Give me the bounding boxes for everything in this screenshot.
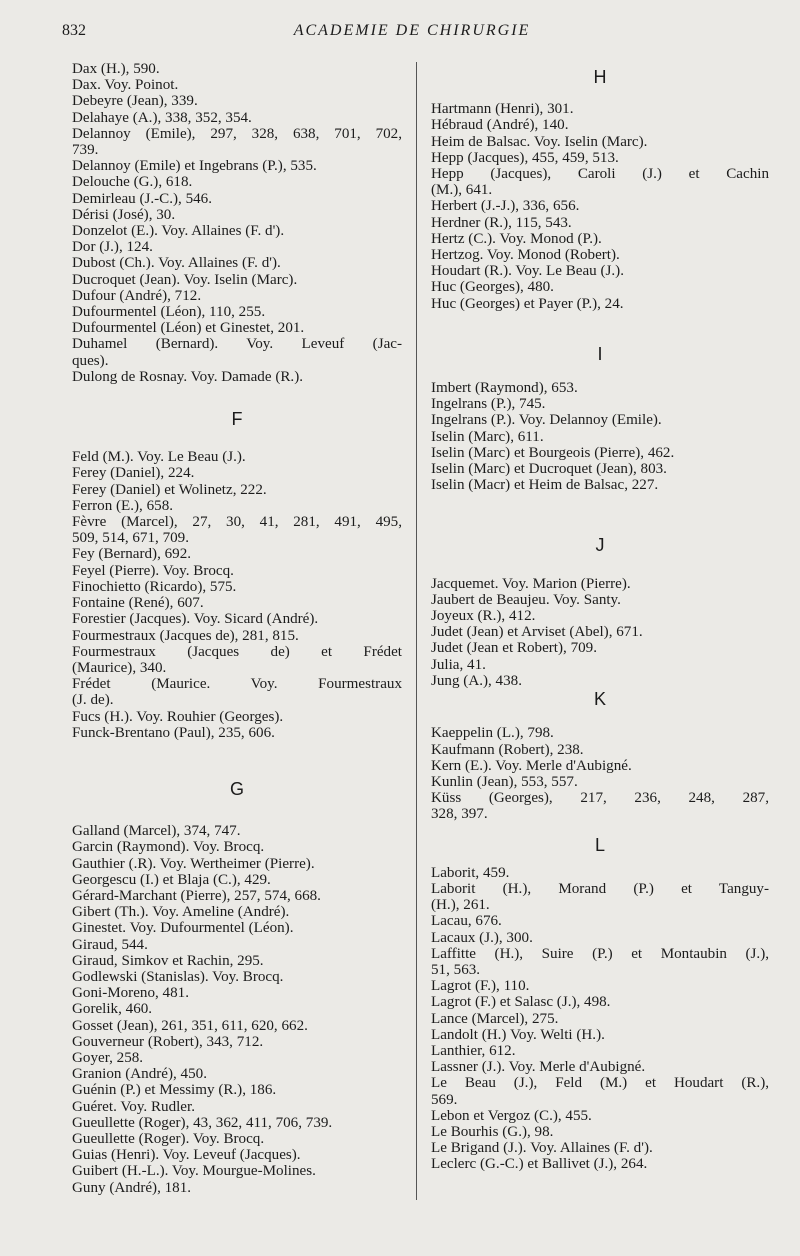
index-entry-line: Gauthier (.R). Voy. Wertheimer (Pierre). xyxy=(72,855,315,872)
index-entry xyxy=(72,272,402,288)
page-number: 832 xyxy=(62,22,86,39)
section-letter-j: J xyxy=(595,535,605,556)
index-entry-line: Feld (M.). Voy. Le Beau (J.). xyxy=(72,449,246,466)
index-entry xyxy=(72,937,402,953)
index-entry-line: Jacquemet. Voy. Marion (Pierre). xyxy=(431,575,631,592)
index-entry-line: Dubost (Ch.). Voy. Allaines (F. d'). xyxy=(72,255,281,272)
index-entry-line: (M.), 641. xyxy=(431,182,493,199)
index-entry-line: Finochietto (Ricardo), 575. xyxy=(72,578,237,595)
index-entry-line: Fey (Bernard), 692. xyxy=(72,546,192,563)
index-entry-line: Jung (A.), 438. xyxy=(431,672,522,689)
index-entry xyxy=(72,288,402,304)
index-entry-line: Iselin (Marc) et Bourgeois (Pierre), 462. xyxy=(431,444,675,461)
index-entry-line: Iselin (Marc), 611. xyxy=(431,428,544,445)
index-entry-line: Dufourmentel (Léon), 110, 255. xyxy=(72,304,266,321)
index-entry-line: Forestier (Jacques). Voy. Sicard (André). xyxy=(72,611,319,628)
index-entry xyxy=(72,823,402,839)
index-entry xyxy=(431,790,769,822)
index-entry-line: Lanthier, 612. xyxy=(431,1042,516,1059)
index-entry xyxy=(72,1147,402,1163)
index-entry xyxy=(431,117,769,133)
index-entry xyxy=(431,215,769,231)
index-entry-line: Lassner (J.). Voy. Merle d'Aubigné. xyxy=(431,1059,646,1076)
index-entry xyxy=(431,978,769,994)
index-entry xyxy=(431,477,769,493)
index-entry-line: Hepp (Jacques), 455, 459, 513. xyxy=(431,149,619,166)
index-entry-line: Giraud, 544. xyxy=(72,936,148,953)
index-entry xyxy=(72,158,402,174)
index-entry xyxy=(72,191,402,207)
index-entry xyxy=(72,93,402,109)
index-entry xyxy=(72,579,402,595)
running-title: ACADEMIE DE CHIRURGIE xyxy=(293,22,531,39)
index-entry xyxy=(431,279,769,295)
index-entry xyxy=(431,101,769,117)
index-entry xyxy=(431,1043,769,1059)
index-entry-line: Duhamel (Bernard). Voy. Leveuf (Jac- xyxy=(72,336,402,353)
index-entry-line: Lagrot (F.) et Salasc (J.), 498. xyxy=(431,994,611,1011)
index-entry xyxy=(431,150,769,166)
index-entry-line: Fourmestraux (Jacques de) et Frédet xyxy=(72,643,402,660)
index-entry xyxy=(431,576,769,592)
index-entry-line: (Maurice), 340. xyxy=(72,659,167,676)
index-entry-line: 569. xyxy=(431,1091,458,1108)
index-entry-line: Laborit (H.), Morand (P.) et Tanguy- xyxy=(431,880,769,897)
index-entry xyxy=(72,709,402,725)
index-entry xyxy=(72,255,402,271)
index-entry xyxy=(431,429,769,445)
index-entry-line: Ferey (Daniel), 224. xyxy=(72,465,195,482)
index-entry xyxy=(72,369,402,385)
index-entry xyxy=(431,1075,769,1107)
index-entry-line: Imbert (Raymond), 653. xyxy=(431,380,578,397)
index-entry-line: Ducroquet (Jean). Voy. Iselin (Marc). xyxy=(72,271,298,288)
index-entry xyxy=(431,1011,769,1027)
index-entry-line: 51, 563. xyxy=(431,961,481,978)
index-entry xyxy=(72,628,402,644)
index-entry-line: Gérard-Marchant (Pierre), 257, 574, 668. xyxy=(72,887,321,904)
index-entry xyxy=(431,657,769,673)
index-entry-line: Huc (Georges), 480. xyxy=(431,279,554,296)
index-entry-line: Lagrot (F.), 110. xyxy=(431,978,530,995)
index-entry xyxy=(72,1001,402,1017)
index-entry-line: ques). xyxy=(72,352,109,369)
index-entry-line: 328, 397. xyxy=(431,806,488,823)
index-entry-line: Ingelrans (P.). Voy. Delannoy (Emile). xyxy=(431,412,662,429)
index-entry xyxy=(431,1027,769,1043)
index-entry-line: Giraud, Simkov et Rachin, 295. xyxy=(72,952,264,969)
index-entry-line: Delahaye (A.), 338, 352, 354. xyxy=(72,109,252,126)
index-entry xyxy=(431,1059,769,1075)
index-entry xyxy=(431,263,769,279)
index-entry xyxy=(72,888,402,904)
index-entry xyxy=(72,644,402,676)
index-entry xyxy=(431,881,769,913)
index-entry xyxy=(431,296,769,312)
index-entry xyxy=(431,865,769,881)
index-entry xyxy=(72,1099,402,1115)
index-entry-line: Gibert (Th.). Voy. Ameline (André). xyxy=(72,904,290,921)
index-entry xyxy=(72,1131,402,1147)
index-entry-line: Judet (Jean) et Arviset (Abel), 671. xyxy=(431,624,643,641)
index-entry-line: Kaeppelin (L.), 798. xyxy=(431,725,554,742)
index-entry xyxy=(431,592,769,608)
index-entry-line: Gueullette (Roger). Voy. Brocq. xyxy=(72,1130,265,1147)
index-entry xyxy=(72,498,402,514)
index-entry xyxy=(72,1082,402,1098)
index-entry-line: (H.), 261. xyxy=(431,897,490,914)
index-entry-line: Dufourmentel (Léon) et Ginestet, 201. xyxy=(72,320,305,337)
index-entry xyxy=(72,920,402,936)
index-entry-line: Gosset (Jean), 261, 351, 611, 620, 662. xyxy=(72,1017,308,1034)
index-entry-line: Landolt (H.) Voy. Welti (H.). xyxy=(431,1026,605,1043)
index-entry xyxy=(431,1108,769,1124)
index-entry-line: Le Beau (J.), Feld (M.) et Houdart (R.), xyxy=(431,1075,769,1092)
index-entry-line: Fucs (H.). Voy. Rouhier (Georges). xyxy=(72,708,284,725)
index-entry-line: Fontaine (René), 607. xyxy=(72,595,204,612)
index-entry xyxy=(72,1018,402,1034)
index-entry xyxy=(72,482,402,498)
index-entry xyxy=(431,946,769,978)
index-entry xyxy=(431,198,769,214)
index-entry-line: Lebon et Vergoz (C.), 455. xyxy=(431,1107,592,1124)
index-entry xyxy=(431,673,769,689)
index-entry-line: Dufour (André), 712. xyxy=(72,287,202,304)
index-entry-line: Laffitte (H.), Suire (P.) et Montaubin (J.), xyxy=(431,945,769,962)
index-entry-line: 509, 514, 671, 709. xyxy=(72,530,189,547)
index-entry xyxy=(72,174,402,190)
index-entry-line: Lance (Marcel), 275. xyxy=(431,1010,559,1027)
index-entry xyxy=(72,839,402,855)
index-entry-line: Julia, 41. xyxy=(431,656,486,673)
index-entry-line: Guénin (P.) et Messimy (R.), 186. xyxy=(72,1082,277,1099)
index-entry-line: 739. xyxy=(72,142,99,159)
index-entry xyxy=(72,985,402,1001)
index-entry xyxy=(72,595,402,611)
index-entry-line: Galland (Marcel), 374, 747. xyxy=(72,823,241,840)
index-entry-line: Joyeux (R.), 412. xyxy=(431,608,536,625)
index-entry xyxy=(72,725,402,741)
index-entry xyxy=(72,449,402,465)
index-entry xyxy=(431,640,769,656)
index-entry xyxy=(72,336,402,368)
index-entry xyxy=(431,774,769,790)
index-entry xyxy=(72,904,402,920)
index-entry-line: Delannoy (Emile), 297, 328, 638, 701, 702, xyxy=(72,125,402,142)
index-entry-line: Ferron (E.), 658. xyxy=(72,497,174,514)
index-entry xyxy=(72,676,402,708)
index-entry-line: Hertz (C.). Voy. Monod (P.). xyxy=(431,230,602,247)
index-entry xyxy=(431,624,769,640)
index-entry xyxy=(72,872,402,888)
index-entry-line: Fourmestraux (Jacques de), 281, 815. xyxy=(72,627,299,644)
index-entry-line: Gueullette (Roger), 43, 362, 411, 706, 739. xyxy=(72,1114,333,1131)
index-entry-line: Le Brigand (J.). Voy. Allaines (F. d'). xyxy=(431,1140,653,1157)
index-entry xyxy=(72,465,402,481)
index-entry-line: Kern (E.). Voy. Merle d'Aubigné. xyxy=(431,757,632,774)
index-entry xyxy=(431,231,769,247)
section-letter-h: H xyxy=(593,67,607,87)
index-entry-line: Gouverneur (Robert), 343, 712. xyxy=(72,1033,264,1050)
index-entry-line: Hertzog. Voy. Monod (Robert). xyxy=(431,247,620,264)
index-entry xyxy=(431,913,769,929)
index-entry-line: Debeyre (Jean), 339. xyxy=(72,93,198,110)
index-entry xyxy=(431,380,769,396)
index-entry xyxy=(431,930,769,946)
index-entry-line: Kunlin (Jean), 553, 557. xyxy=(431,773,578,790)
index-entry-line: Houdart (R.). Voy. Le Beau (J.). xyxy=(431,263,624,280)
index-entry xyxy=(72,514,402,546)
index-entry xyxy=(431,166,769,198)
index-entry-line: Küss (Georges), 217, 236, 248, 287, xyxy=(431,790,769,807)
section-letter-g: G xyxy=(229,778,244,799)
index-entry-line: Huc (Georges) et Payer (P.), 24. xyxy=(431,295,624,312)
index-entry xyxy=(72,1034,402,1050)
index-entry-line: Heim de Balsac. Voy. Iselin (Marc). xyxy=(431,133,648,150)
index-entry-line: Fèvre (Marcel), 27, 30, 41, 281, 491, 495, xyxy=(72,514,402,531)
index-entry xyxy=(72,546,402,562)
index-entry-line: Iselin (Marc) et Ducroquet (Jean), 803. xyxy=(431,461,667,478)
index-entry-line: Delannoy (Emile) et Ingebrans (P.), 535. xyxy=(72,158,317,175)
index-entry xyxy=(72,856,402,872)
index-entry-line: Dax. Voy. Poinot. xyxy=(72,77,179,94)
index-entry xyxy=(72,77,402,93)
index-entry xyxy=(431,412,769,428)
index-entry-line: Hébraud (André), 140. xyxy=(431,117,569,134)
index-entry-line: Lacaux (J.), 300. xyxy=(431,929,533,946)
index-entry-line: Georgescu (I.) et Blaja (C.), 429. xyxy=(72,871,271,888)
section-letter-i: I xyxy=(597,343,603,364)
index-entry-line: Delouche (G.), 618. xyxy=(72,174,193,191)
index-entry xyxy=(431,247,769,263)
index-entry xyxy=(72,320,402,336)
index-entry xyxy=(72,611,402,627)
index-entry xyxy=(431,461,769,477)
index-entry xyxy=(72,110,402,126)
index-entry-line: Feyel (Pierre). Voy. Brocq. xyxy=(72,562,234,579)
index-entry xyxy=(431,445,769,461)
index-entry xyxy=(431,1140,769,1156)
section-letter-k: K xyxy=(593,689,606,710)
index-entry xyxy=(72,563,402,579)
index-entry xyxy=(431,608,769,624)
column-divider xyxy=(416,62,417,1200)
index-entry-line: Goni-Moreno, 481. xyxy=(72,985,189,1002)
section-letter-f: F xyxy=(231,409,243,430)
index-entry xyxy=(72,1066,402,1082)
index-entry-line: (J. de). xyxy=(72,692,114,709)
index-entry-line: Granion (André), 450. xyxy=(72,1066,207,1083)
index-entry-line: Ingelrans (P.), 745. xyxy=(431,396,546,413)
index-entry-line: Garcin (Raymond). Voy. Brocq. xyxy=(72,839,265,856)
index-entry-line: Laborit, 459. xyxy=(431,864,510,881)
index-entry xyxy=(72,223,402,239)
index-entry-line: Guéret. Voy. Rudler. xyxy=(72,1098,195,1115)
index-entry xyxy=(72,239,402,255)
index-entry-line: Kaufmann (Robert), 238. xyxy=(431,741,584,758)
index-entry-line: Jaubert de Beaujeu. Voy. Santy. xyxy=(431,591,621,608)
index-entry-line: Dax (H.), 590. xyxy=(72,61,160,77)
index-entry-line: Dor (J.), 124. xyxy=(72,239,153,256)
index-entry-line: Leclerc (G.-C.) et Ballivet (J.), 264. xyxy=(431,1156,648,1173)
index-entry xyxy=(72,207,402,223)
index-entry-line: Dérisi (José), 30. xyxy=(72,206,176,223)
index-entry-line: Iselin (Macr) et Heim de Balsac, 227. xyxy=(431,477,659,494)
index-entry-line: Demirleau (J.-C.), 546. xyxy=(72,190,213,207)
index-entry xyxy=(431,725,769,741)
index-entry-line: Hartmann (Henri), 301. xyxy=(431,101,574,118)
index-entry-line: Goyer, 258. xyxy=(72,1049,144,1066)
index-entry-line: Guny (André), 181. xyxy=(72,1179,192,1196)
index-entry-line: Gorelik, 460. xyxy=(72,1001,153,1018)
index-entry xyxy=(72,953,402,969)
index-entry-line: Herdner (R.), 115, 543. xyxy=(431,214,572,231)
index-entry xyxy=(431,134,769,150)
index-entry xyxy=(431,742,769,758)
index-entry xyxy=(431,994,769,1010)
page-header xyxy=(62,22,762,46)
index-entry xyxy=(72,1115,402,1131)
index-entry-line: Funck-Brentano (Paul), 235, 606. xyxy=(72,724,275,741)
index-entry-line: Guibert (H.-L.). Voy. Mourgue-Molines. xyxy=(72,1163,316,1180)
index-entry xyxy=(72,1163,402,1179)
index-entry xyxy=(72,969,402,985)
index-entry-line: Le Bourhis (G.), 98. xyxy=(431,1123,554,1140)
index-entry xyxy=(72,61,402,77)
index-column-left xyxy=(72,61,402,1196)
index-entry-line: Frédet (Maurice. Voy. Fourmestraux xyxy=(72,676,402,693)
index-entry-line: Lacau, 676. xyxy=(431,913,502,930)
section-letter-l: L xyxy=(594,834,605,855)
index-entry-line: Herbert (J.-J.), 336, 656. xyxy=(431,198,580,215)
index-entry-line: Ferey (Daniel) et Wolinetz, 222. xyxy=(72,481,267,498)
index-entry-line: Donzelot (E.). Voy. Allaines (F. d'). xyxy=(72,223,285,240)
index-entry-line: Godlewski (Stanislas). Voy. Brocq. xyxy=(72,968,284,985)
index-entry-line: Hepp (Jacques), Caroli (J.) et Cachin xyxy=(431,166,769,183)
index-entry xyxy=(431,396,769,412)
index-entry-line: Dulong de Rosnay. Voy. Damade (R.). xyxy=(72,368,303,385)
index-entry-line: Ginestet. Voy. Dufourmentel (Léon). xyxy=(72,920,294,937)
index-entry xyxy=(431,758,769,774)
index-entry xyxy=(431,1124,769,1140)
index-entry xyxy=(72,126,402,158)
index-column-right xyxy=(431,61,769,1173)
index-entry xyxy=(72,304,402,320)
index-entry xyxy=(72,1050,402,1066)
index-entry xyxy=(72,1180,402,1196)
index-entry xyxy=(431,1156,769,1172)
index-entry-line: Judet (Jean et Robert), 709. xyxy=(431,640,597,657)
index-entry-line: Guias (Henri). Voy. Leveuf (Jacques). xyxy=(72,1147,301,1164)
